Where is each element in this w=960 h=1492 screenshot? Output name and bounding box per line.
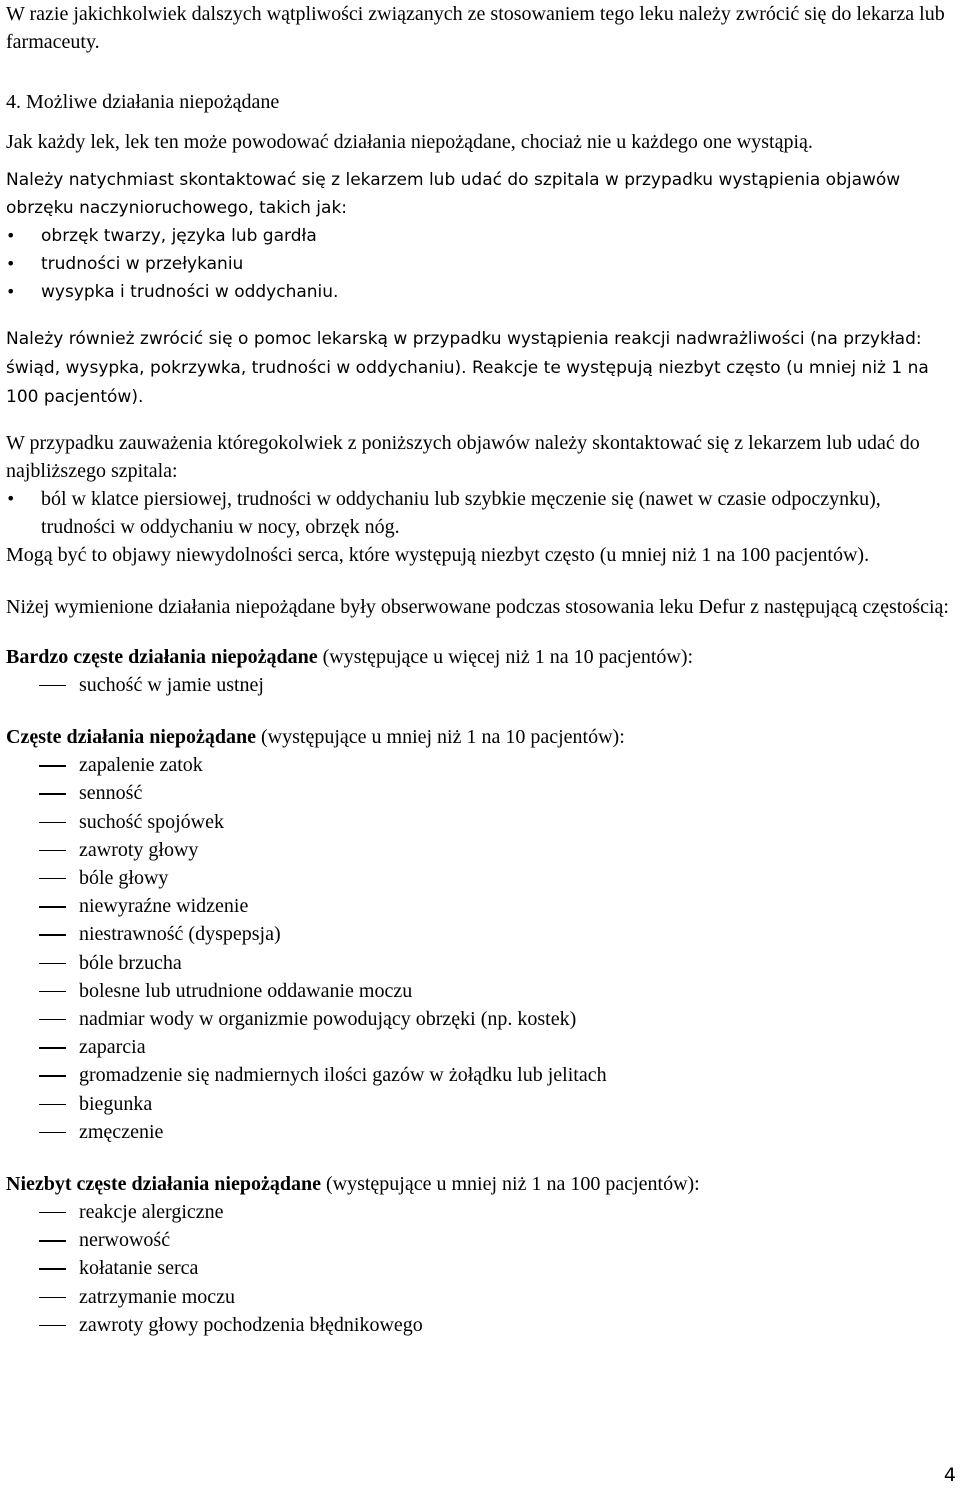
section-title: 4. Możliwe działania niepożądane bbox=[6, 91, 280, 113]
list-item: bolesne lub utrudnione oddawanie moczu bbox=[6, 977, 954, 1005]
list-item: wysypka i trudności w oddychaniu. bbox=[41, 282, 339, 302]
paragraph-side-effects-general: Jak każdy lek, lek ten może powodować działania niepożądane, chociaż nie u każdego one wystąpią. bbox=[6, 131, 813, 153]
dash-icon bbox=[39, 1132, 66, 1133]
list-item: zawroty głowy pochodzenia błędnikowego bbox=[6, 1311, 954, 1339]
list-item: gromadzenie się nadmiernych ilości gazów w żołądku lub jelitach bbox=[6, 1061, 954, 1089]
paragraph-angioedema: Należy natychmiast skontaktować się z lekarzem lub udać do szpitala w przypadku wystąpienia objawów obrzęku naczynioruchowego, takich jak: bbox=[6, 170, 901, 218]
dash-icon bbox=[39, 1297, 66, 1298]
list-item: niestrawność (dyspepsja) bbox=[6, 920, 954, 948]
list-item: nerwowość bbox=[6, 1226, 954, 1254]
dash-icon bbox=[39, 1268, 66, 1269]
list-item: zmęczenie bbox=[6, 1118, 954, 1146]
dash-icon bbox=[39, 1075, 66, 1076]
dash-icon bbox=[39, 1019, 66, 1020]
list-item: nadmiar wody w organizmie powodujący obrzęki (np. kostek) bbox=[6, 1005, 954, 1033]
dash-icon bbox=[39, 1240, 66, 1241]
group-title-uncommon: Niezbyt częste działania niepożądane (występujące u mniej niż 1 na 100 pacjentów): bbox=[6, 1173, 700, 1196]
list-item: obrzęk twarzy, języka lub gardła bbox=[41, 226, 317, 246]
bullet-list-heart-failure bbox=[6, 485, 954, 541]
list-uncommon bbox=[6, 1198, 954, 1339]
list-item: suchość w jamie ustnej bbox=[6, 671, 954, 699]
dash-icon bbox=[39, 934, 66, 935]
list-item: senność bbox=[6, 779, 954, 807]
dash-icon bbox=[39, 878, 66, 879]
list-item: bóle głowy bbox=[6, 864, 954, 892]
list-item: zatrzymanie moczu bbox=[6, 1283, 954, 1311]
group-title-common: Częste działania niepożądane (występujące u mniej niż 1 na 10 pacjentów): bbox=[6, 726, 625, 749]
paragraph-heart-failure-note: Mogą być to objawy niewydolności serca, które występują niezbyt często (u mniej niż 1 na 100 pacjentów). bbox=[6, 544, 870, 566]
dash-icon bbox=[39, 1047, 66, 1048]
list-item: bóle brzucha bbox=[6, 949, 954, 977]
paragraph-frequency-intro: Niżej wymienione działania niepożądane były obserwowane podczas stosowania leku Defur z następującą częstością: bbox=[6, 596, 949, 618]
paragraph-heart-failure-symptoms: W przypadku zauważenia któregokolwiek z poniższych objawów należy skontaktować się z lekarzem lub udać do najbliższego szpitala: bbox=[6, 432, 920, 482]
dash-icon bbox=[39, 793, 66, 794]
dash-icon bbox=[39, 906, 66, 907]
page-number: 4 bbox=[943, 1464, 956, 1486]
group-title-very-common: Bardzo częste działania niepożądane (występujące u więcej niż 1 na 10 pacjentów): bbox=[6, 646, 694, 668]
list-item: zaparcia bbox=[6, 1033, 954, 1061]
dash-icon bbox=[39, 963, 66, 964]
dash-icon bbox=[39, 765, 66, 766]
paragraph-hypersensitivity: Należy również zwrócić się o pomoc lekarską w przypadku wystąpienia reakcji nadwrażliwości (na przykład: świąd, wysypka, pokrzywka, trudności w oddychaniu). Reakcje te występują niezbyt często (u mniej niż 1 na 100 pacjentów). bbox=[6, 329, 929, 407]
list-item: suchość spojówek bbox=[6, 808, 954, 836]
list-item: trudności w przełykaniu bbox=[41, 254, 244, 274]
dash-icon bbox=[39, 1104, 66, 1105]
dash-icon bbox=[39, 991, 66, 992]
list-item: reakcje alergiczne bbox=[6, 1198, 954, 1226]
document-page bbox=[6, 0, 954, 1339]
dash-icon bbox=[39, 1325, 66, 1326]
list-item: ból w klatce piersiowej, trudności w oddychaniu lub szybkie męczenie się (nawet w czasie odpoczynku), trudności w oddychaniu w nocy, obrzęk nóg. bbox=[41, 488, 881, 538]
bullet-list-angioedema bbox=[6, 222, 954, 306]
list-item: zawroty głowy bbox=[6, 836, 954, 864]
list-common bbox=[6, 751, 954, 1146]
list-item: niewyraźne widzenie bbox=[6, 892, 954, 920]
list-item: biegunka bbox=[6, 1090, 954, 1118]
list-item: zapalenie zatok bbox=[6, 751, 954, 779]
dash-icon bbox=[39, 685, 66, 686]
intro-paragraph: W razie jakichkolwiek dalszych wątpliwości związanych ze stosowaniem tego leku należy zwrócić się do lekarza lub farmaceuty. bbox=[6, 3, 945, 53]
dash-icon bbox=[39, 1212, 66, 1213]
dash-icon bbox=[39, 850, 66, 851]
list-very-common bbox=[6, 671, 954, 699]
dash-icon bbox=[39, 822, 66, 823]
list-item: kołatanie serca bbox=[6, 1254, 954, 1282]
